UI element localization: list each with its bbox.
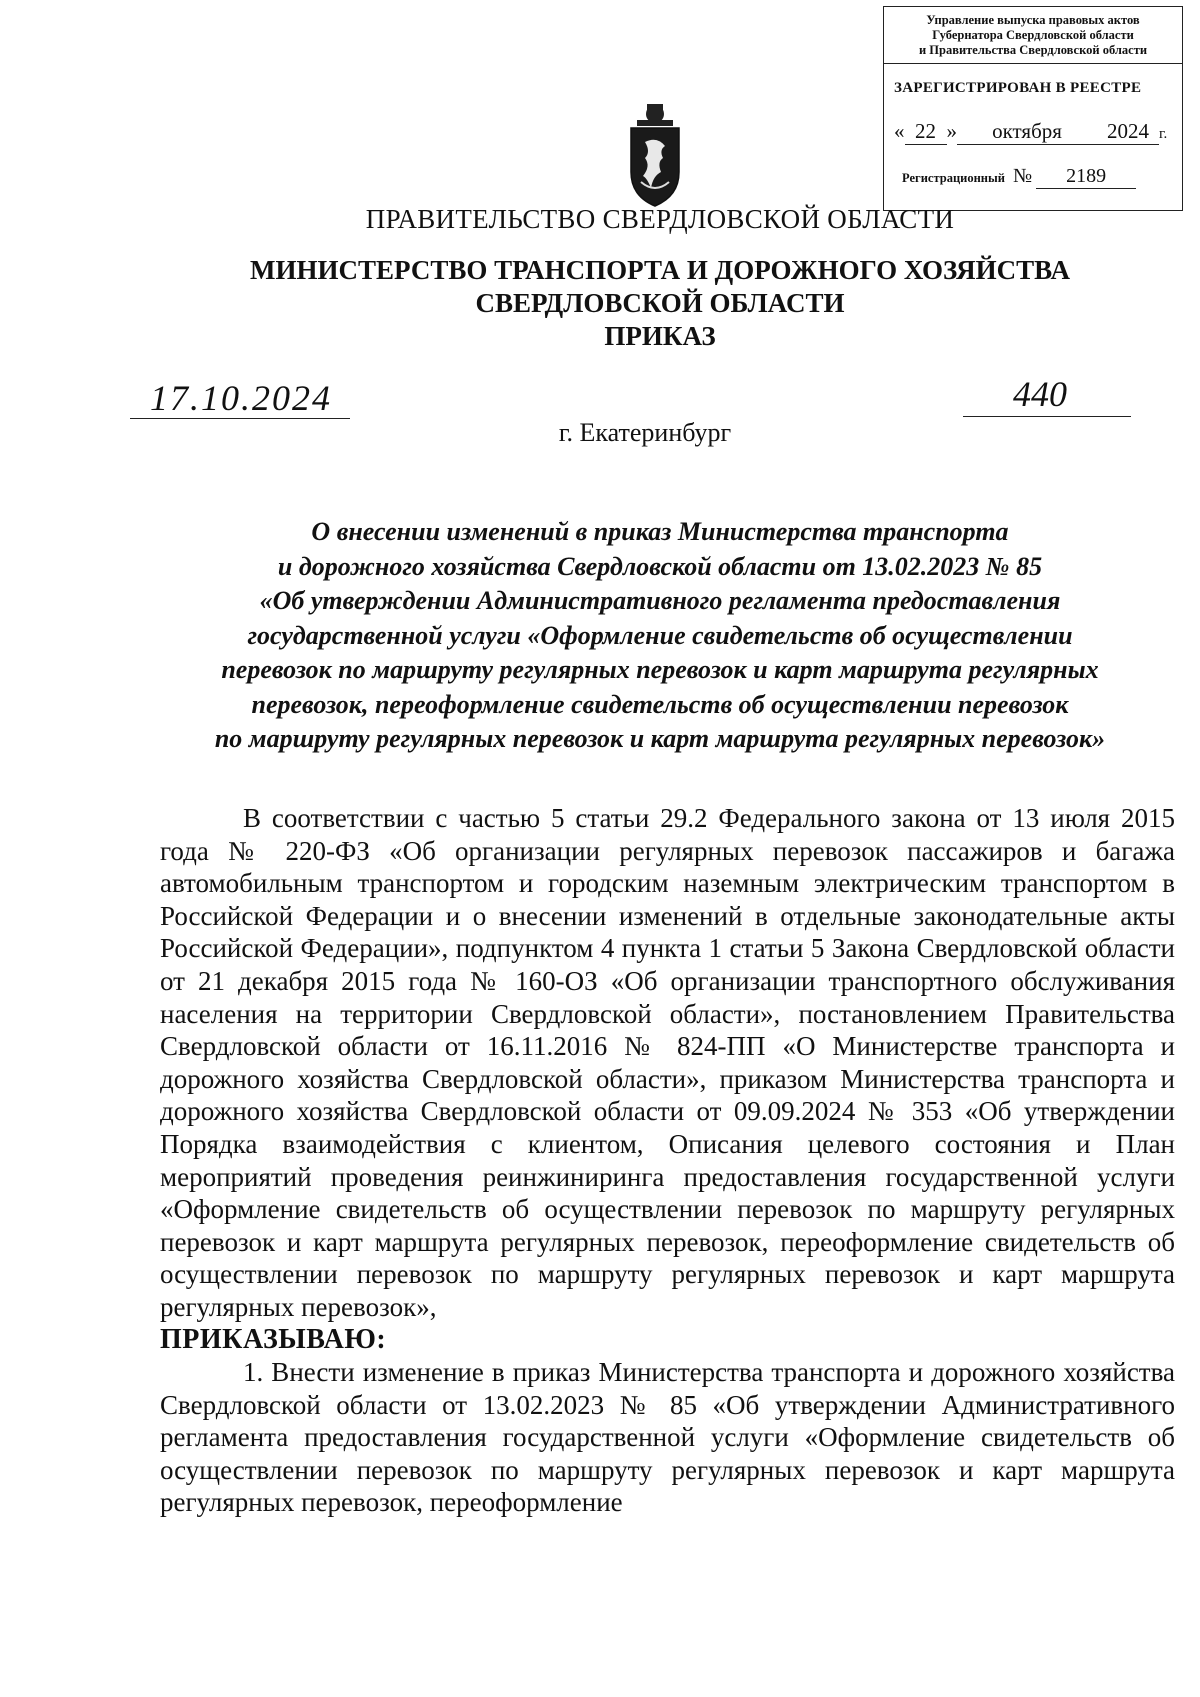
document-title bbox=[150, 515, 1170, 757]
ministry-line: МИНИСТЕРСТВО ТРАНСПОРТА И ДОРОЖНОГО ХОЗЯЙСТВА bbox=[250, 255, 1070, 285]
order-word: ПРИКАЗЫВАЮ: bbox=[160, 1323, 387, 1355]
stamp-header-line: и Правительства Свердловской области bbox=[918, 43, 1148, 57]
ministry-heading bbox=[0, 254, 1200, 353]
stamp-registered: ЗАРЕГИСТРИРОВАН В РЕЕСТРЕ bbox=[894, 80, 1142, 96]
title-line: по маршруту регулярных перевозок и карт маршрута регулярных перевозок» bbox=[214, 724, 1106, 753]
stamp-year-suffix: г. bbox=[1159, 126, 1168, 142]
title-line: перевозок, переоформление свидетельств об осуществлении перевозок bbox=[251, 689, 1069, 719]
stamp-reg-number: 2189 bbox=[1036, 165, 1136, 189]
stamp-number bbox=[902, 165, 1182, 189]
city: г. Екатеринбург bbox=[558, 418, 732, 447]
item-1-paragraph: 1. Внести изменение в приказ Министерства транспорта и дорожного хозяйства Свердловской области от 13.02.2023 № 85 «Об утверждении Административного регламента предоставления государственной услуги «Оформление свидетельств об осуществлении перевозок по маршруту регулярных перевозок и карт маршрута регулярных перевозок, переоформление bbox=[160, 1357, 1175, 1518]
title-line: «Об утверждении Административного регламента предоставления bbox=[259, 586, 1061, 615]
stamp-reg-label: Регистрационный bbox=[902, 171, 1005, 185]
government-name: ПРАВИТЕЛЬСТВО СВЕРДЛОВСКОЙ ОБЛАСТИ bbox=[365, 204, 955, 234]
stamp-day: 22 bbox=[905, 119, 947, 145]
stamp-year: 2024 bbox=[1097, 119, 1159, 145]
title-line: государственной услуги «Оформление свидетельств об осуществлении bbox=[247, 620, 1073, 650]
coat-of-arms-icon bbox=[627, 102, 683, 212]
stamp-num-sign: № bbox=[1012, 165, 1033, 187]
document-body bbox=[160, 802, 1175, 1519]
stamp-header-line: Губернатора Свердловской области bbox=[932, 28, 1134, 42]
stamp-header-line: Управление выпуска правовых актов bbox=[926, 13, 1140, 27]
registration-stamp bbox=[883, 6, 1183, 211]
stamp-date: « 22 » октября 2024 г. bbox=[894, 119, 1168, 143]
title-line: О внесении изменений в приказ Министерства транспорта bbox=[311, 517, 1009, 546]
stamp-header bbox=[884, 7, 1182, 64]
doc-type: ПРИКАЗ bbox=[604, 321, 716, 351]
title-line: и дорожного хозяйства Свердловской области от 13.02.2023 № 85 bbox=[277, 551, 1043, 581]
order-number-handwritten: 440 bbox=[963, 372, 1131, 417]
stamp-month: октября bbox=[957, 119, 1097, 145]
preamble-paragraph: В соответствии с частью 5 статьи 29.2 Федерального закона от 13 июля 2015 года № 220-ФЗ «Об организации регулярных перевозок пассажиров и багажа автомобильным транспортом и городским наземным электрическим транспортом в Российской Федерации и о внесении изменений в отдельные законодательные акты Российской Федерации», подпунктом 4 пункта 1 статьи 5 Закона Свердловской области от 21 декабря 2015 года № 160-ОЗ «Об организации транспортного обслуживания населения на территории Свердловской области», постановлением Правительства Свердловской области от 16.11.2016 № 824-ПП «О Министерстве транспорта и дорожного хозяйства Свердловской области», приказом Министерства транспорта и дорожного хозяйства Свердловской области от 09.09.2024 № 353 «Об утверждении Порядка взаимодействия с клиентом, Описания целевого состояния и План мероприятий проведения реинжиниринга предоставления государственной услуги «Оформление свидетельств об осуществлении перевозок по маршруту регулярных перевозок и карт маршрута регулярных перевозок, переоформление свидетельств об осуществлении перевозок по маршруту регулярных перевозок и карт маршрута регулярных перевозок», bbox=[160, 803, 1175, 1322]
ministry-line: СВЕРДЛОВСКОЙ ОБЛАСТИ bbox=[475, 288, 845, 318]
title-line: перевозок по маршруту регулярных перевозок и карт маршрута регулярных bbox=[221, 655, 1099, 684]
order-date-handwritten: 17.10.2024 bbox=[130, 378, 350, 419]
